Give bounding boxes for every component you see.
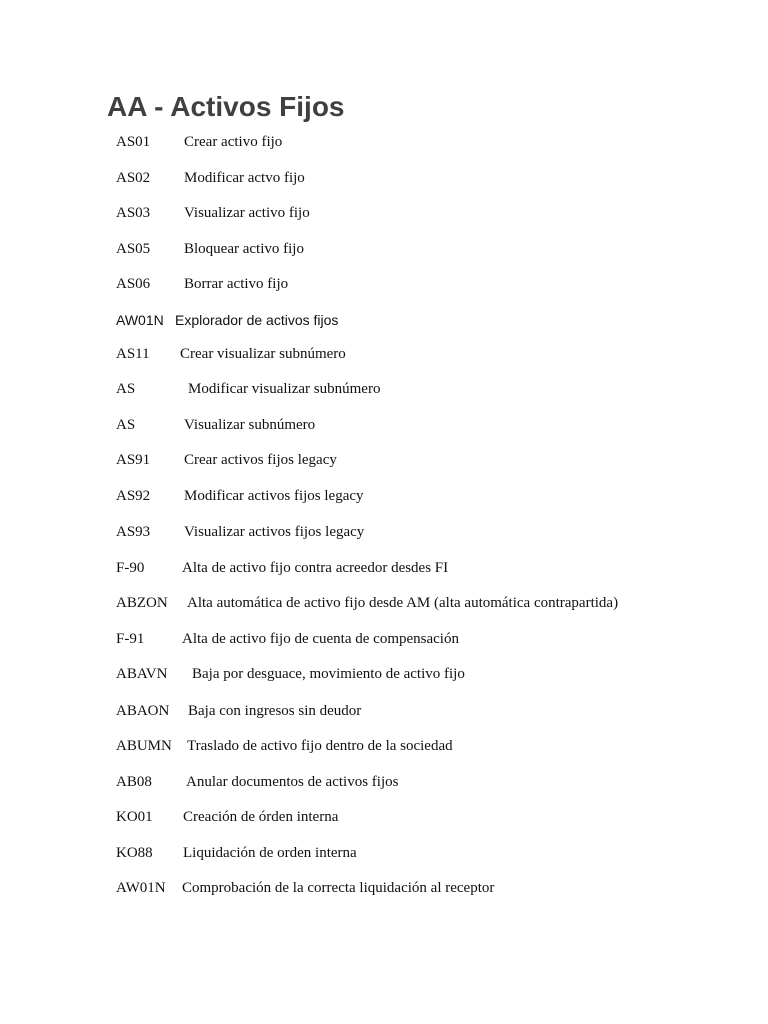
transaction-row <box>116 663 756 685</box>
transaction-code: AS <box>116 417 136 433</box>
transaction-description: Creación de órden interna <box>183 809 339 825</box>
transaction-description: Visualizar activos fijos legacy <box>184 524 365 540</box>
transaction-row <box>116 378 756 400</box>
transaction-description: Alta de activo fijo contra acreedor desdes FI <box>182 560 449 576</box>
transaction-row <box>116 309 756 331</box>
transaction-row <box>116 202 756 224</box>
transaction-row <box>116 167 756 189</box>
transaction-code: AS01 <box>116 134 151 150</box>
transaction-row <box>116 485 756 507</box>
transaction-code: AB08 <box>116 774 152 790</box>
transaction-code: AW01N <box>116 880 166 896</box>
transaction-code: AS93 <box>116 524 151 540</box>
transaction-description: Anular documentos de activos fijos <box>186 774 399 790</box>
transaction-description: Crear activos fijos legacy <box>184 452 337 468</box>
transaction-code: AS02 <box>116 170 151 186</box>
transaction-row <box>116 592 756 614</box>
transaction-description: Borrar activo fijo <box>184 276 289 292</box>
transaction-code: ABZON <box>116 595 168 611</box>
transaction-code: AS06 <box>116 276 151 292</box>
transaction-description: Visualizar activo fijo <box>184 205 310 221</box>
transaction-row <box>116 735 756 757</box>
transaction-description: Liquidación de orden interna <box>183 845 357 861</box>
transaction-row <box>116 628 756 650</box>
transaction-row <box>116 343 756 365</box>
transaction-code: AS11 <box>116 346 150 362</box>
transaction-row <box>116 414 756 436</box>
transaction-description: Bloquear activo fijo <box>184 241 304 257</box>
transaction-description: Baja por desguace, movimiento de activo fijo <box>192 666 465 682</box>
transaction-description: Modificar activos fijos legacy <box>184 488 364 504</box>
transaction-description: Baja con ingresos sin deudor <box>188 703 362 719</box>
transaction-description: Alta automática de activo fijo desde AM (alta automática contrapartida) <box>187 595 619 611</box>
transaction-row <box>116 273 756 295</box>
transaction-code: ABUMN <box>116 738 172 754</box>
transaction-code: F-90 <box>116 560 145 576</box>
page-title: AA - Activos Fijos <box>107 91 345 122</box>
transaction-description: Alta de activo fijo de cuenta de compensación <box>182 631 459 647</box>
transaction-row <box>116 557 756 579</box>
transaction-description: Modificar visualizar subnúmero <box>188 381 381 397</box>
transaction-row <box>116 131 756 153</box>
transaction-row <box>116 877 756 899</box>
transaction-code: AS05 <box>116 241 151 257</box>
transaction-row <box>116 842 756 864</box>
transaction-row <box>116 806 756 828</box>
transaction-code: ABAON <box>116 703 170 719</box>
transaction-code: AS92 <box>116 488 151 504</box>
transaction-description: Comprobación de la correcta liquidación al receptor <box>182 880 495 896</box>
transaction-row <box>116 700 756 722</box>
transaction-code: ABAVN <box>116 666 168 682</box>
transaction-code: AS03 <box>116 205 151 221</box>
transaction-description: Modificar actvo fijo <box>184 170 305 186</box>
transaction-code: AW01N <box>116 312 164 328</box>
transaction-description: Traslado de activo fijo dentro de la sociedad <box>187 738 453 754</box>
transaction-code: AS91 <box>116 452 151 468</box>
transaction-code: KO01 <box>116 809 153 825</box>
transaction-row <box>116 449 756 471</box>
transaction-description: Visualizar subnúmero <box>184 417 316 433</box>
transaction-row <box>116 521 756 543</box>
transaction-row <box>116 771 756 793</box>
transaction-description: Explorador de activos fijos <box>175 312 339 328</box>
transaction-code: KO88 <box>116 845 153 861</box>
transaction-code: F-91 <box>116 631 145 647</box>
transaction-description: Crear visualizar subnúmero <box>180 346 346 362</box>
transaction-row <box>116 238 756 260</box>
transaction-code: AS <box>116 381 136 397</box>
transaction-description: Crear activo fijo <box>184 134 283 150</box>
